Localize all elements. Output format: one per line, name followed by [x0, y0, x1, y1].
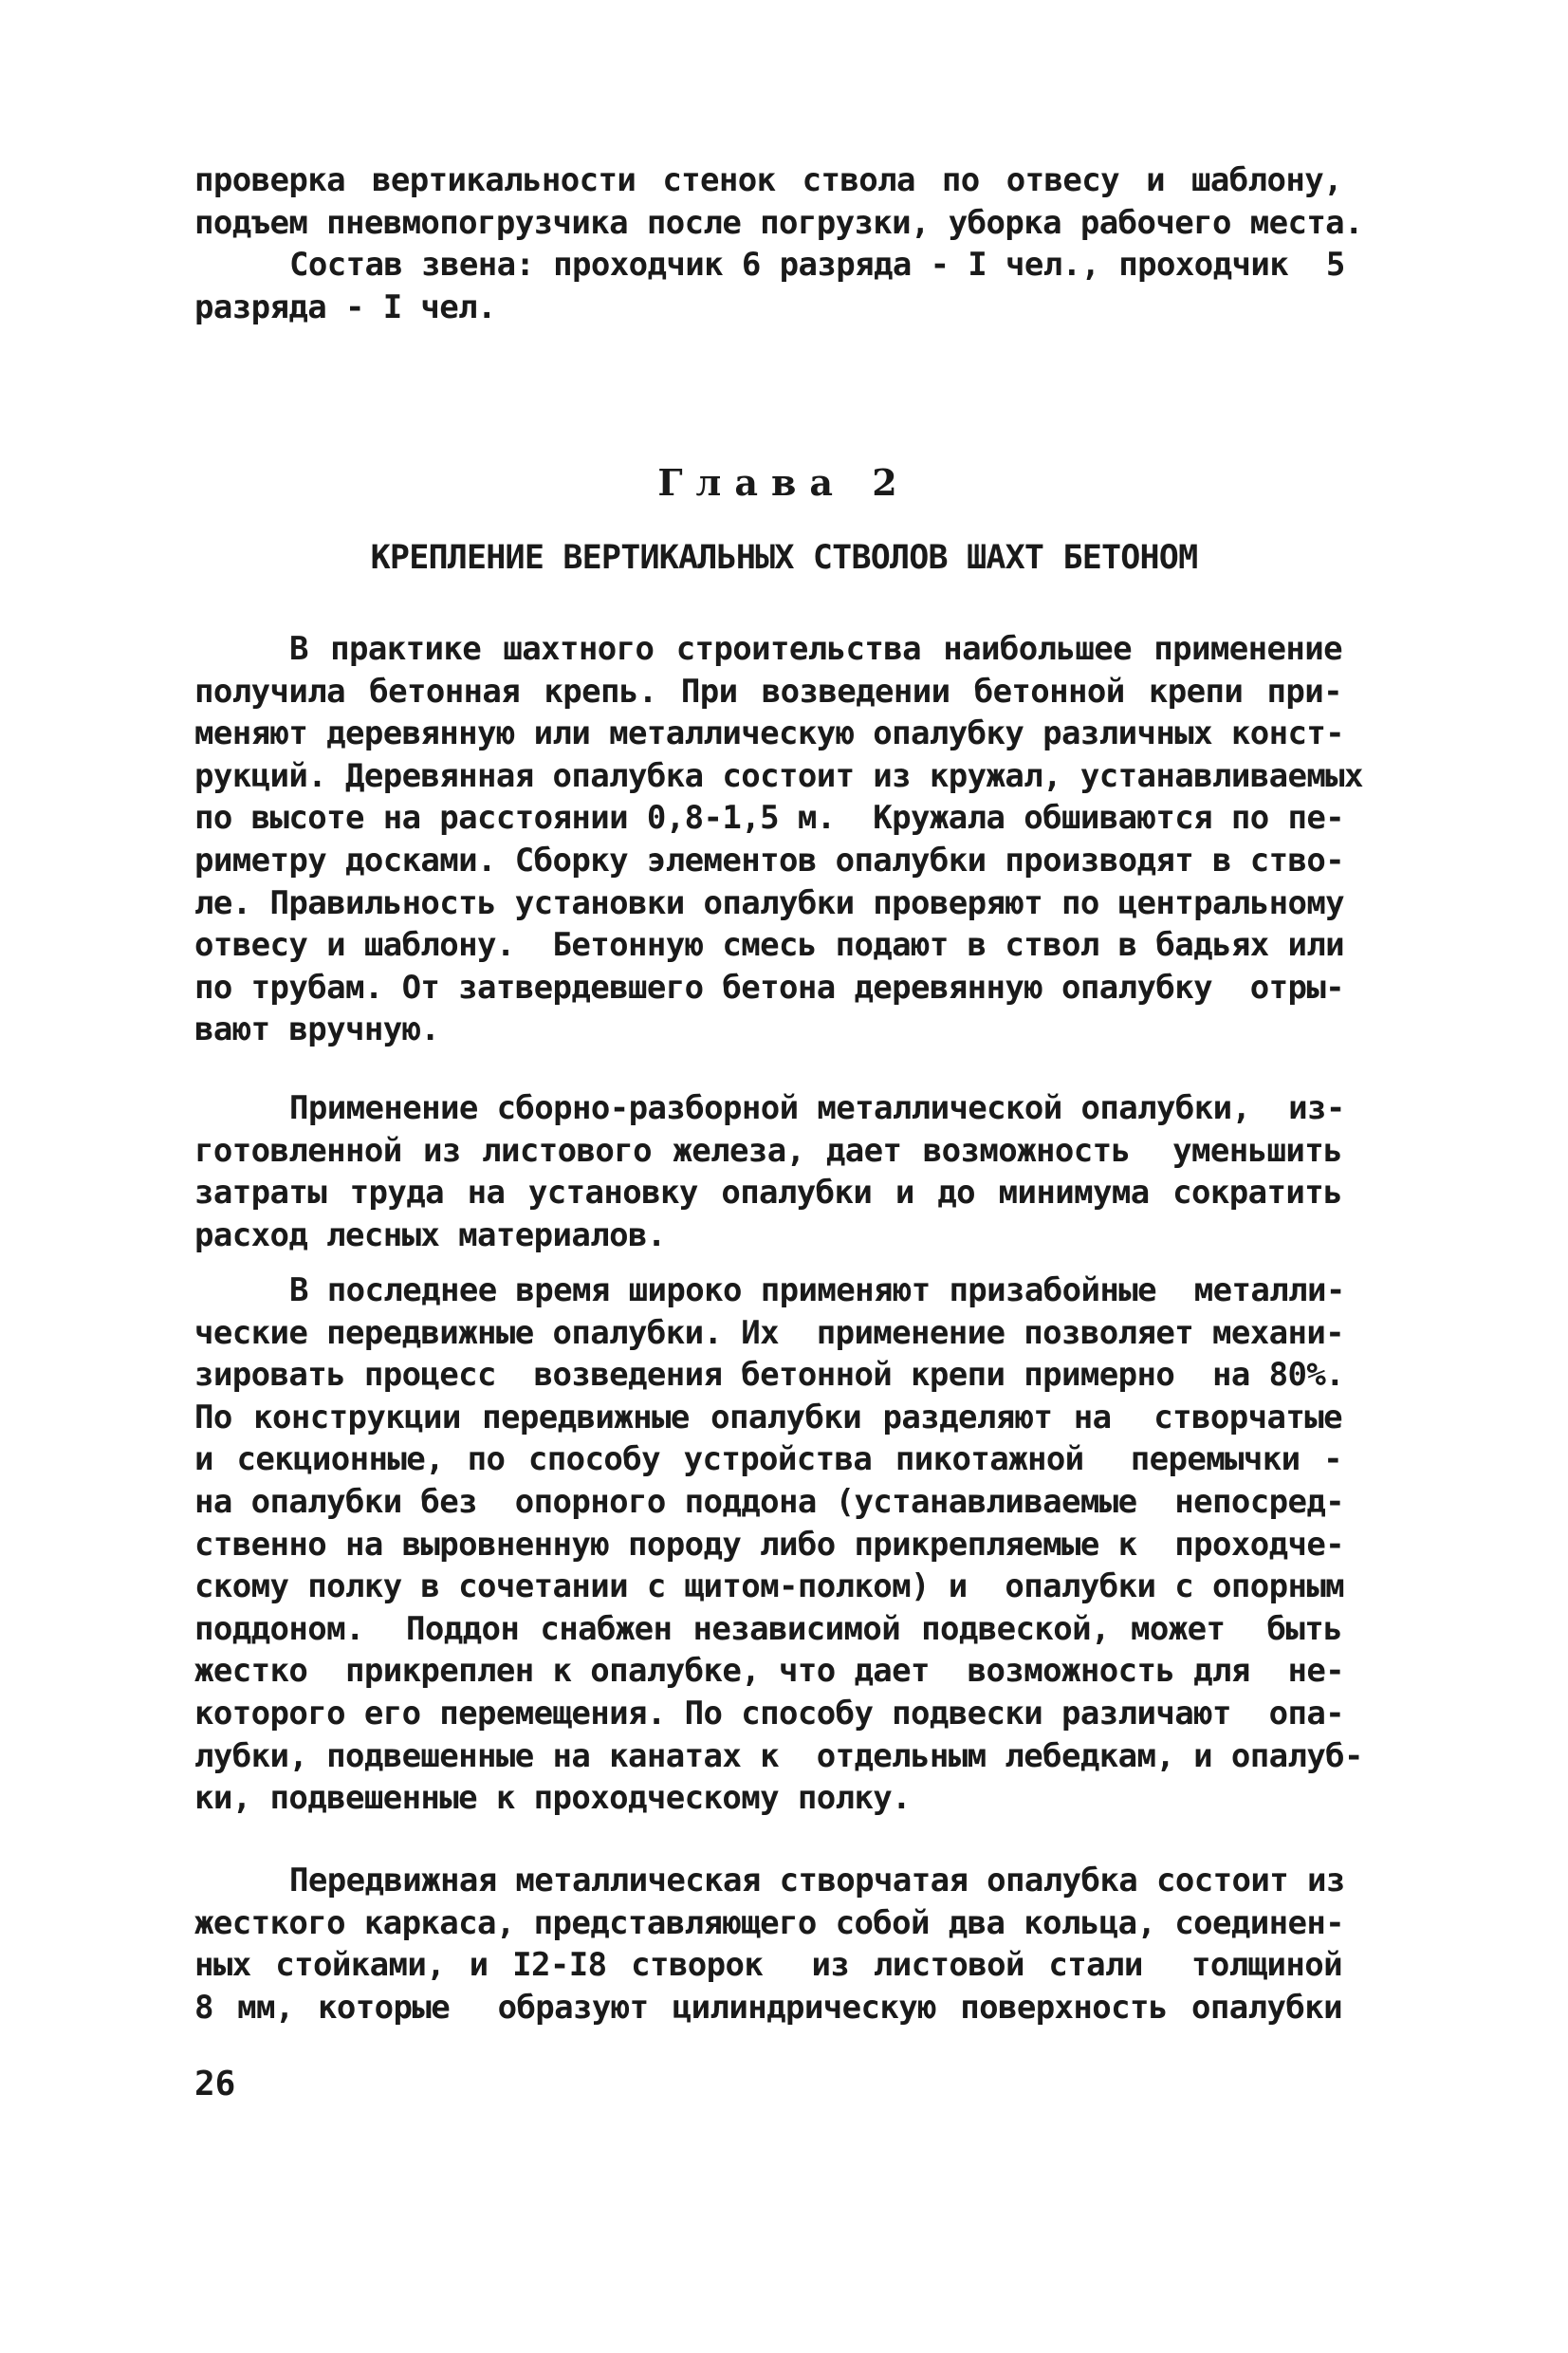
text-line: подъем пневмопогрузчика после погрузки, уборка рабочего места. — [194, 203, 1363, 242]
text-line: затраты труда на установку опалубки и до минимума сократить — [194, 1174, 1342, 1213]
text-line: Состав звена: проходчик 6 разряда - I чел., проходчик 5 — [289, 246, 1345, 285]
text-line: Применение сборно-разборной металлической опалубки, из- — [289, 1089, 1345, 1127]
text-line: ных стойками, и I2-I8 створок из листовой стали толщиной — [194, 1946, 1342, 1985]
text-line: разряда - I чел. — [194, 287, 496, 326]
text-line: ственно на выровненную породу либо прикрепляемые к проходче- — [194, 1525, 1345, 1564]
text-line: 8 мм, которые образуют цилиндрическую поверхность опалубки — [194, 1988, 1342, 2027]
text-line: ле. Правильность установки опалубки проверяют по центральному — [194, 883, 1345, 922]
text-line: и секционные, по способу устройства пикотажной перемычки - — [194, 1440, 1342, 1479]
page-number: 26 — [194, 2065, 236, 2103]
text-line: По конструкции передвижные опалубки разделяют на створчатые — [194, 1398, 1342, 1436]
text-line: расход лесных материалов. — [194, 1215, 666, 1254]
text-line: риметру досками. Сборку элементов опалубки производят в ство- — [194, 841, 1345, 880]
text-line: по высоте на расстоянии 0,8-1,5 м. Кружала обшиваются по пе- — [194, 799, 1345, 838]
text-line: лубки, подвешенные на канатах к отдельным лебедкам, и опалуб- — [194, 1736, 1363, 1775]
text-line: вают вручную. — [194, 1010, 440, 1049]
text-line: поддоном. Поддон снабжен независимой подвеской, может быть — [194, 1609, 1342, 1648]
text-line: меняют деревянную или металлическую опалубку различных конст- — [194, 714, 1345, 753]
paragraph-3 — [194, 1269, 1363, 1820]
text-line: ческие передвижные опалубки. Их применение позволяет механи- — [194, 1313, 1345, 1352]
paragraph-4 — [194, 1860, 1345, 2029]
text-line: зировать процесс возведения бетонной крепи примерно на 80%. — [194, 1356, 1345, 1395]
paragraph-2 — [194, 1087, 1345, 1256]
text-line: на опалубки без опорного поддона (устанавливаемые непосред- — [194, 1482, 1345, 1521]
text-line: отвесу и шаблону. Бетонную смесь подают в ствол в бадьях или — [194, 926, 1345, 965]
text-line: жесткого каркаса, представляющего собой два кольца, соединен- — [194, 1903, 1345, 1942]
text-line: В последнее время широко применяют призабойные металли- — [289, 1271, 1345, 1309]
text-line: по трубам. От затвердевшего бетона деревянную опалубку отры- — [194, 968, 1345, 1007]
text-line: В практике шахтного строительства наибольшее применение — [289, 630, 1342, 668]
intro-block — [194, 159, 1363, 328]
text-line: проверка вертикальности стенок ствола по отвесу и шаблону, — [194, 161, 1342, 199]
paragraph-1 — [194, 628, 1363, 1051]
text-line: готовленной из листового железа, дает возможность уменьшить — [194, 1131, 1342, 1170]
text-line: рукций. Деревянная опалубка состоит из кружал, устанавливаемых — [194, 756, 1363, 795]
chapter-heading: КРЕПЛЕНИЕ ВЕРТИКАЛЬНЫХ СТВОЛОВ ШАХТ БЕТОНОМ — [370, 539, 1198, 577]
chapter-title: Глава 2 — [657, 461, 911, 504]
text-line: скому полку в сочетании с щитом-полком) и опалубки с опорным — [194, 1567, 1345, 1606]
text-line: которого его перемещения. По способу подвески различают опа- — [194, 1694, 1345, 1732]
text-line: ки, подвешенные к проходческому полку. — [194, 1779, 912, 1818]
text-line: получила бетонная крепь. При возведении бетонной крепи при- — [194, 672, 1342, 711]
text-line: Передвижная металлическая створчатая опалубка состоит из — [289, 1862, 1345, 1899]
text-line: жестко прикреплен к опалубке, что дает возможность для не- — [194, 1652, 1345, 1691]
